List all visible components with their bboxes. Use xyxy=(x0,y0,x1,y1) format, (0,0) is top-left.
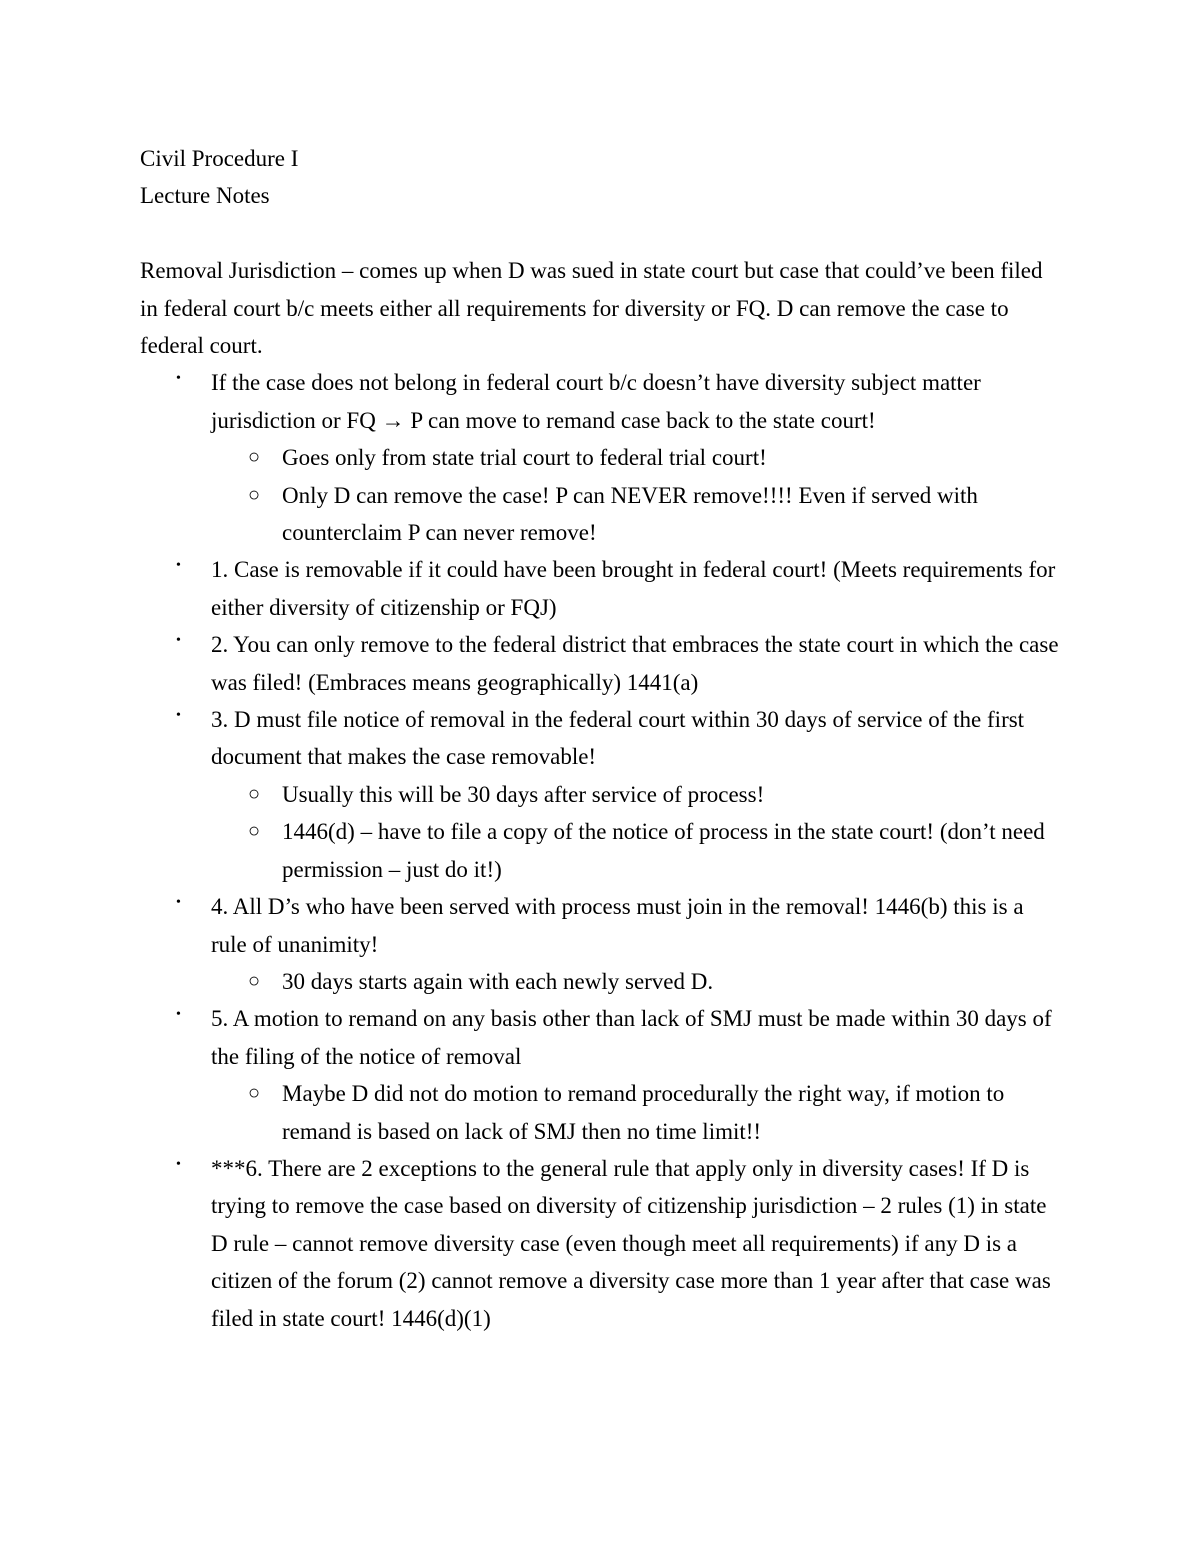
circle-bullet-icon: ○ xyxy=(248,969,261,992)
list-item xyxy=(140,1150,1065,1337)
bullet-list xyxy=(140,364,1065,1337)
sub-list-item-text: Maybe D did not do motion to remand procedurally the right way, if motion to remand is based on lack of SMJ then no time limit!! xyxy=(282,1081,1005,1144)
bullet-icon: • xyxy=(176,558,181,574)
circle-bullet-icon: ○ xyxy=(248,782,261,805)
list-item-text: 2. You can only remove to the federal district that embraces the state court in which the case was filed! (Embraces means geographically) 1441(a) xyxy=(211,632,1059,695)
bullet-icon: • xyxy=(176,633,181,649)
list-item-text: 3. D must file notice of removal in the federal court within 30 days of service of the first document that makes the case removable! xyxy=(211,707,1025,770)
sub-list-item-text: 1446(d) – have to file a copy of the notice of process in the state court! (don’t need permission – just do it!) xyxy=(282,819,1045,882)
bullet-icon: • xyxy=(176,708,181,724)
sub-list-item-text: 30 days starts again with each newly served D. xyxy=(282,968,714,994)
sub-list-item xyxy=(140,776,1065,813)
sub-list-item xyxy=(140,963,1065,1000)
circle-bullet-icon: ○ xyxy=(248,483,261,506)
circle-bullet-icon: ○ xyxy=(248,1082,261,1105)
bullet-icon: • xyxy=(176,371,181,387)
circle-bullet-icon: ○ xyxy=(248,446,261,469)
bullet-icon: • xyxy=(176,895,181,911)
sub-list-item-text: Usually this will be 30 days after service of process! xyxy=(282,781,765,807)
bullet-icon: • xyxy=(176,1007,181,1023)
list-item xyxy=(140,1000,1065,1075)
list-item xyxy=(140,551,1065,626)
list-item xyxy=(140,888,1065,963)
document-subtitle: Lecture Notes xyxy=(140,183,270,209)
list-item-text: 1. Case is removable if it could have been brought in federal court! (Meets requirements for either diversity of citizenship or FQJ) xyxy=(211,557,1056,620)
list-item xyxy=(140,364,1065,439)
sub-list-item xyxy=(140,813,1065,888)
document-title: Civil Procedure I xyxy=(140,146,299,171)
document-body xyxy=(140,140,1065,1337)
list-item xyxy=(140,626,1065,701)
list-item xyxy=(140,701,1065,776)
list-item-text: ***6. There are 2 exceptions to the general rule that apply only in diversity cases! If D is trying to remove the case based on diversity of citizenship jurisdiction – 2 rules (1) in state D rule – cannot remove diversity case (even though meet all requirements) if any D is a citizen of the forum (2) cannot remove a diversity case more than 1 year after that case was filed in state court! 1446(d)(1) xyxy=(211,1155,1051,1331)
list-item-text: 5. A motion to remand on any basis other than lack of SMJ must be made within 30 days of the filing of the notice of removal xyxy=(211,1006,1052,1069)
list-item-text: If the case does not belong in federal court b/c doesn’t have diversity subject matter jurisdiction or FQ → P can move to remand case back to the state court! xyxy=(211,370,981,433)
sub-list-item-text: Only D can remove the case! P can NEVER remove!!!! Even if served with counterclaim P can never remove! xyxy=(282,482,978,546)
circle-bullet-icon: ○ xyxy=(248,820,261,843)
bullet-icon: • xyxy=(176,1156,181,1172)
sub-list-item xyxy=(140,1075,1065,1150)
list-item-text: 4. All D’s who have been served with process must join in the removal! 1446(b) this is a rule of unanimity! xyxy=(211,894,1024,957)
sub-list-item xyxy=(140,477,1065,552)
sub-list-item-text: Goes only from state trial court to federal trial court! xyxy=(282,445,767,471)
sub-list-item xyxy=(140,439,1065,476)
blank-line xyxy=(140,215,1065,252)
intro-paragraph: Removal Jurisdiction – comes up when D was sued in state court but case that could’ve been filed in federal court b/c meets either all requirements for diversity or FQ. D can remove the case to federal court. xyxy=(140,258,1043,359)
